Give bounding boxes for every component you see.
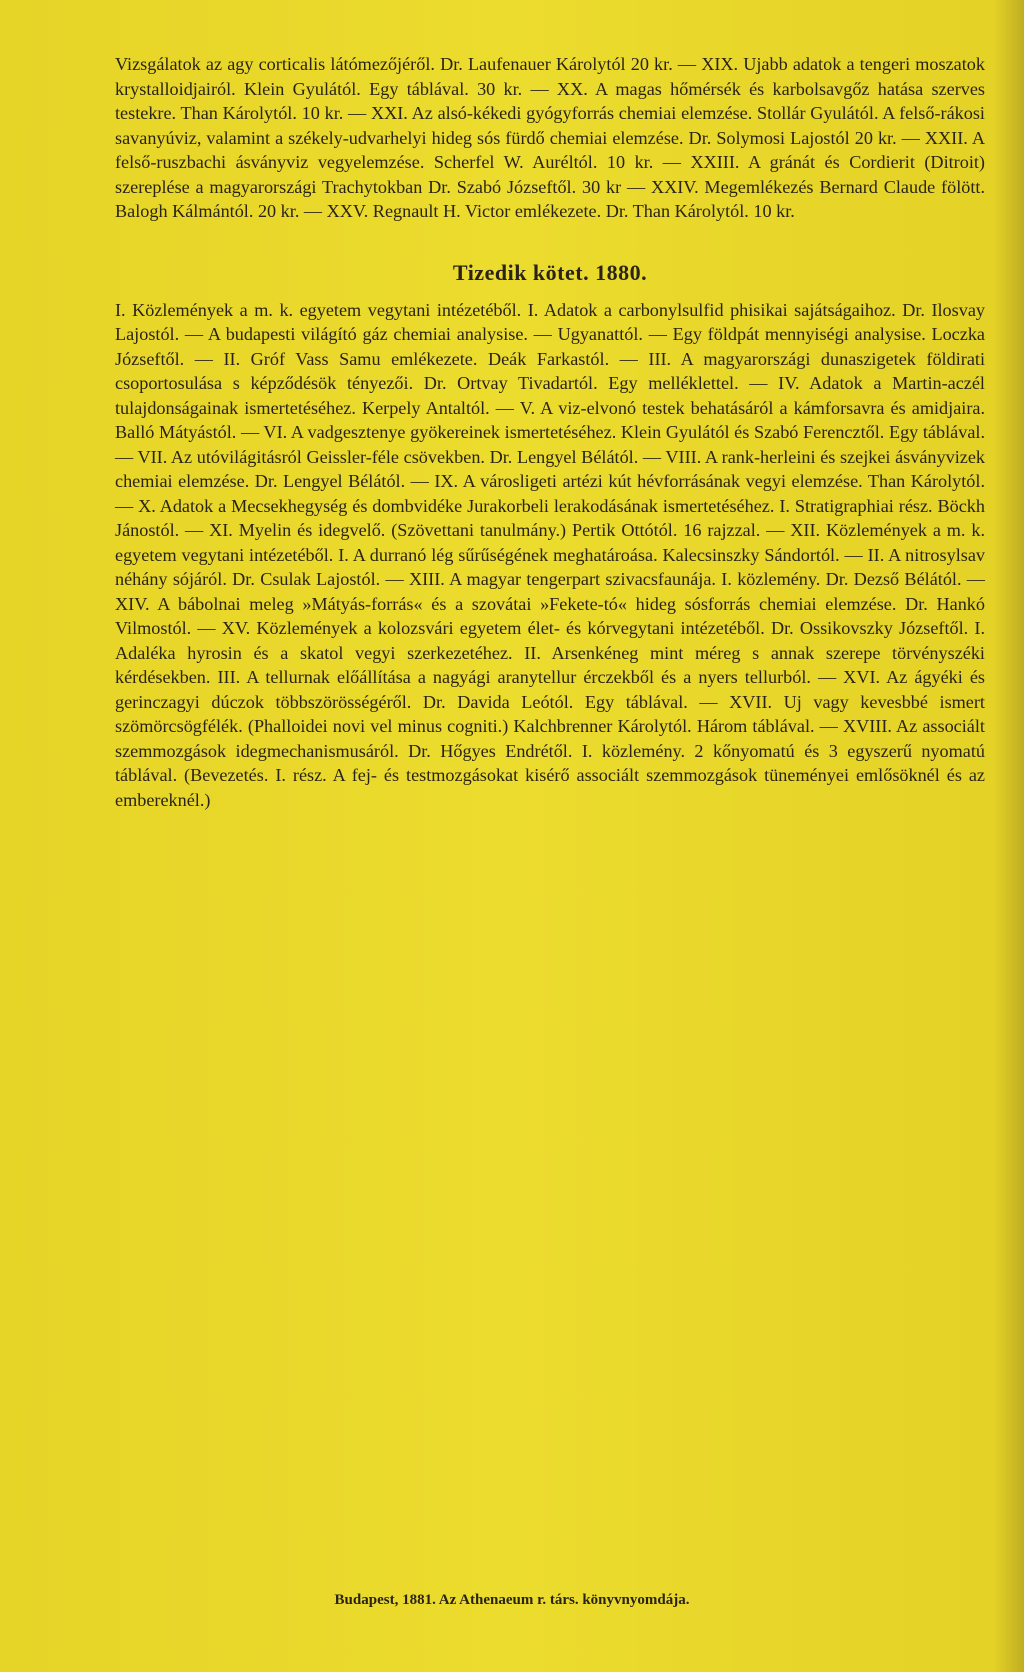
printer-imprint: Budapest, 1881. Az Athenaeum r. társ. könyvnyomdája. — [334, 1592, 690, 1608]
volume-heading: Tizedik kötet. 1880. — [452, 259, 648, 285]
volume-nine-contents: Vizsgálatok az agy corticalis látómezőjéről. Dr. Laufenauer Károlytól 20 kr. — XIX. Ujabb adatok a tengeri moszatok krystalloidjairól. Klein Gyulától. Egy táblával. 30 kr. — XX. A magas hőmérsék és karbolsavgőz hatása szerves testekre. Than Károlytól. 10 kr. — XXI. Az alsó-kékedi gyógyforrás chemiai elemzése. Stollár Gyulától. A felső-rákosi savanyúviz, valamint a székely-udvarhelyi hideg sós fürdő chemiai elemzése. Dr. Solymosi Lajostól 20 kr. — XXII. A felső-ruszbachi ásványviz vegyelemzése. Scherfel W. Auréltól. 10 kr. — XXIII. A gránát és Cordierit (Ditroit) szereplése a magyarországi Trachytokban Dr. Szabó Józseftől. 30 kr — XXIV. Megemlékezés Bernard Claude fölött. Balogh Kálmántól. 20 kr. — XXV. Regnault H. Victor emlékezete. Dr. Than Károlytól. 10 kr. — [115, 54, 985, 221]
volume-ten-contents: I. Közlemények a m. k. egyetem vegytani intézetéből. I. Adatok a carbonylsulfid phisikai sajátságaihoz. Dr. Ilosvay Lajostól. — A budapesti világító gáz chemiai analysise. — Ugyanattól. — Egy földpát mennyiségi analysise. Loczka Józseftől. — II. Gróf Vass Samu emlékezete. Deák Farkastól. — III. A magyarországi dunaszigetek földirati csoportosulása s képződésök tényezői. Dr. Ortvay Tivadartól. Egy melléklettel. — IV. Adatok a Martin-aczél tulajdonságainak ismertetéséhez. Kerpely Antaltól. — V. A viz-elvonó testek behatásáról a kámforsavra és amidjaira. Balló Mátyástól. — VI. A vadgesztenye gyökereinek ismertetéséhez. Klein Gyulától és Szabó Ferencztől. Egy táblával. — VII. Az utóvilágitásról Geissler-féle csövekben. Dr. Lengyel Bélától. — VIII. A rank-herleini és szejkei ásványvizek chemiai elemzése. Dr. Lengyel Bélától. — IX. A városligeti artézi kút hévforrásának vegyi elemzése. Than Károlytól. — X. Adatok a Mecsekhegység és dombvidéke Jurakorbeli lerakodásának ismertetéséhez. I. Stratigraphiai rész. Böckh Jánostól. — XI. Myelin és idegvelő. (Szövettani tanulmány.) Pertik Ottótól. 16 rajzzal. — XII. Közlemények a m. k. egyetem vegytani intézetéből. I. A durranó lég sűrűségének meghatároása. Kalecsinszky Sándortól. — II. A nitrosylsav néhány sójáról. Dr. Csulak Lajostól. — XIII. A magyar tengerpart szivacsfaunája. I. közlemény. Dr. Dezső Bélától. — XIV. A bábolnai meleg »Mátyás-forrás« és a szovátai »Fekete-tó« hideg sósforrás chemiai elemzése. Dr. Hankó Vilmostól. — XV. Közlemények a kolozsvári egyetem élet- és kórvegytani intézetéből. Dr. Ossikovszky Józseftől. I. Adaléka hyrosin és a skatol vegyi szerkezetéhez. II. Arsenkéneg mint méreg s annak szerepe törvényszéki kérdésekben. III. A tellurnak előállítása a nagyági aranytellur érczekből és a nyers tellurból. — XVI. Az ágyéki és gerinczagyi dúczok többszörösségéről. Dr. Davida Leótól. Egy táblával. — XVII. Uj vagy kevesbbé ismert szömörcsögfélék. (Phalloidei novi vel minus cogniti.) Kalchbrenner Károlytól. Három táblával. — XVIII. Az associált szemmozgások idegmechanismusáról. Dr. Hőgyes Endrétől. I. közlemény. 2 kőnyomatú és 3 egyszerű nyomatú táblával. (Bevezetés. I. rész. A fej- és testmozgásokat kisérő associált szemmozgások tüneményei emlősöknél és az embereknél.) — [115, 299, 985, 810]
text-column — [115, 52, 985, 812]
